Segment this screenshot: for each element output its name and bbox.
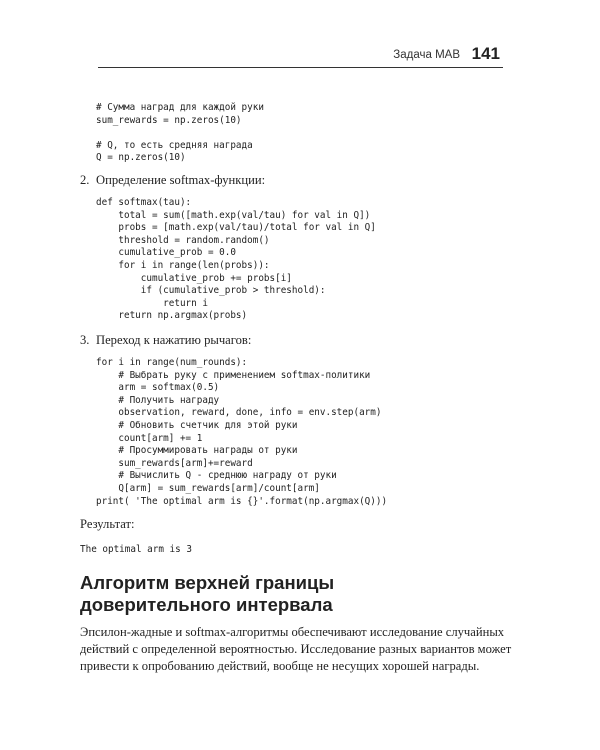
section-heading-line: доверительного интервала <box>80 594 333 615</box>
step-text: Определение softmax-функции: <box>96 173 266 187</box>
section-heading-line: Алгоритм верхней границы <box>80 572 335 593</box>
code-line: The optimal arm is 3 <box>80 544 192 555</box>
result-label: Результат: <box>80 517 135 531</box>
code-block-arrays <box>96 102 264 165</box>
running-title: Задача MAB <box>393 49 460 61</box>
code-line <box>96 127 264 140</box>
code-line: print( 'The optimal arm is {}'.format(np.argmax(Q))) <box>96 495 388 507</box>
code-line: cumulative_prob = 0.0 <box>96 247 236 259</box>
section-heading <box>80 572 334 616</box>
step-3 <box>80 333 251 348</box>
step-number: 3. <box>80 333 90 347</box>
code-line: def softmax(tau): <box>96 197 192 208</box>
code-line: # Q, то есть средняя награда <box>96 139 253 151</box>
step-2 <box>80 173 265 188</box>
result-output <box>80 544 192 557</box>
code-line: observation, reward, done, info = env.step(arm) <box>96 407 382 419</box>
page-number: 141 <box>471 44 500 63</box>
code-line: threshold = random.random() <box>96 234 270 246</box>
code-line: probs = [math.exp(val/tau)/total for val in Q] <box>96 222 376 234</box>
code-line: # Вычислить Q - среднюю награду от руки <box>96 470 337 482</box>
code-line: total = sum([math.exp(val/tau) for val in Q]) <box>96 209 371 221</box>
code-line: for i in range(len(probs)): <box>96 259 270 271</box>
code-line: # Обновить счетчик для этой руки <box>96 419 298 431</box>
code-block-loop <box>96 357 387 508</box>
code-line: arm = softmax(0.5) <box>96 382 220 394</box>
code-line: if (cumulative_prob > threshold): <box>96 285 326 297</box>
header-rule <box>98 67 503 68</box>
code-line: # Сумма наград для каждой руки <box>96 102 264 113</box>
code-line: count[arm] += 1 <box>96 432 203 444</box>
code-line: # Просуммировать награды от руки <box>96 445 298 457</box>
step-number: 2. <box>80 173 90 187</box>
code-line: cumulative_prob += probs[i] <box>96 272 292 284</box>
code-line: # Получить награду <box>96 394 220 406</box>
code-line: # Выбрать руку с применением softmax-политики <box>96 369 371 381</box>
code-line: Q = np.zeros(10) <box>96 152 186 164</box>
code-line: sum_rewards[arm]+=reward <box>96 457 253 469</box>
code-line: sum_rewards = np.zeros(10) <box>96 114 242 126</box>
page-header <box>0 38 600 68</box>
code-line: Q[arm] = sum_rewards[arm]/count[arm] <box>96 482 320 494</box>
code-line: for i in range(num_rounds): <box>96 357 248 368</box>
code-block-softmax <box>96 197 376 323</box>
step-text: Переход к нажатию рычагов: <box>96 333 252 347</box>
body-paragraph: Эпсилон-жадные и softmax-алгоритмы обеспечивают исследование случайных действий с определенной вероятностью. Исследование разных вариантов может привести к опробованию действий, вообще не несущих хорошей награды. <box>80 625 512 673</box>
code-line: return np.argmax(probs) <box>96 310 248 322</box>
code-line: return i <box>96 297 208 309</box>
